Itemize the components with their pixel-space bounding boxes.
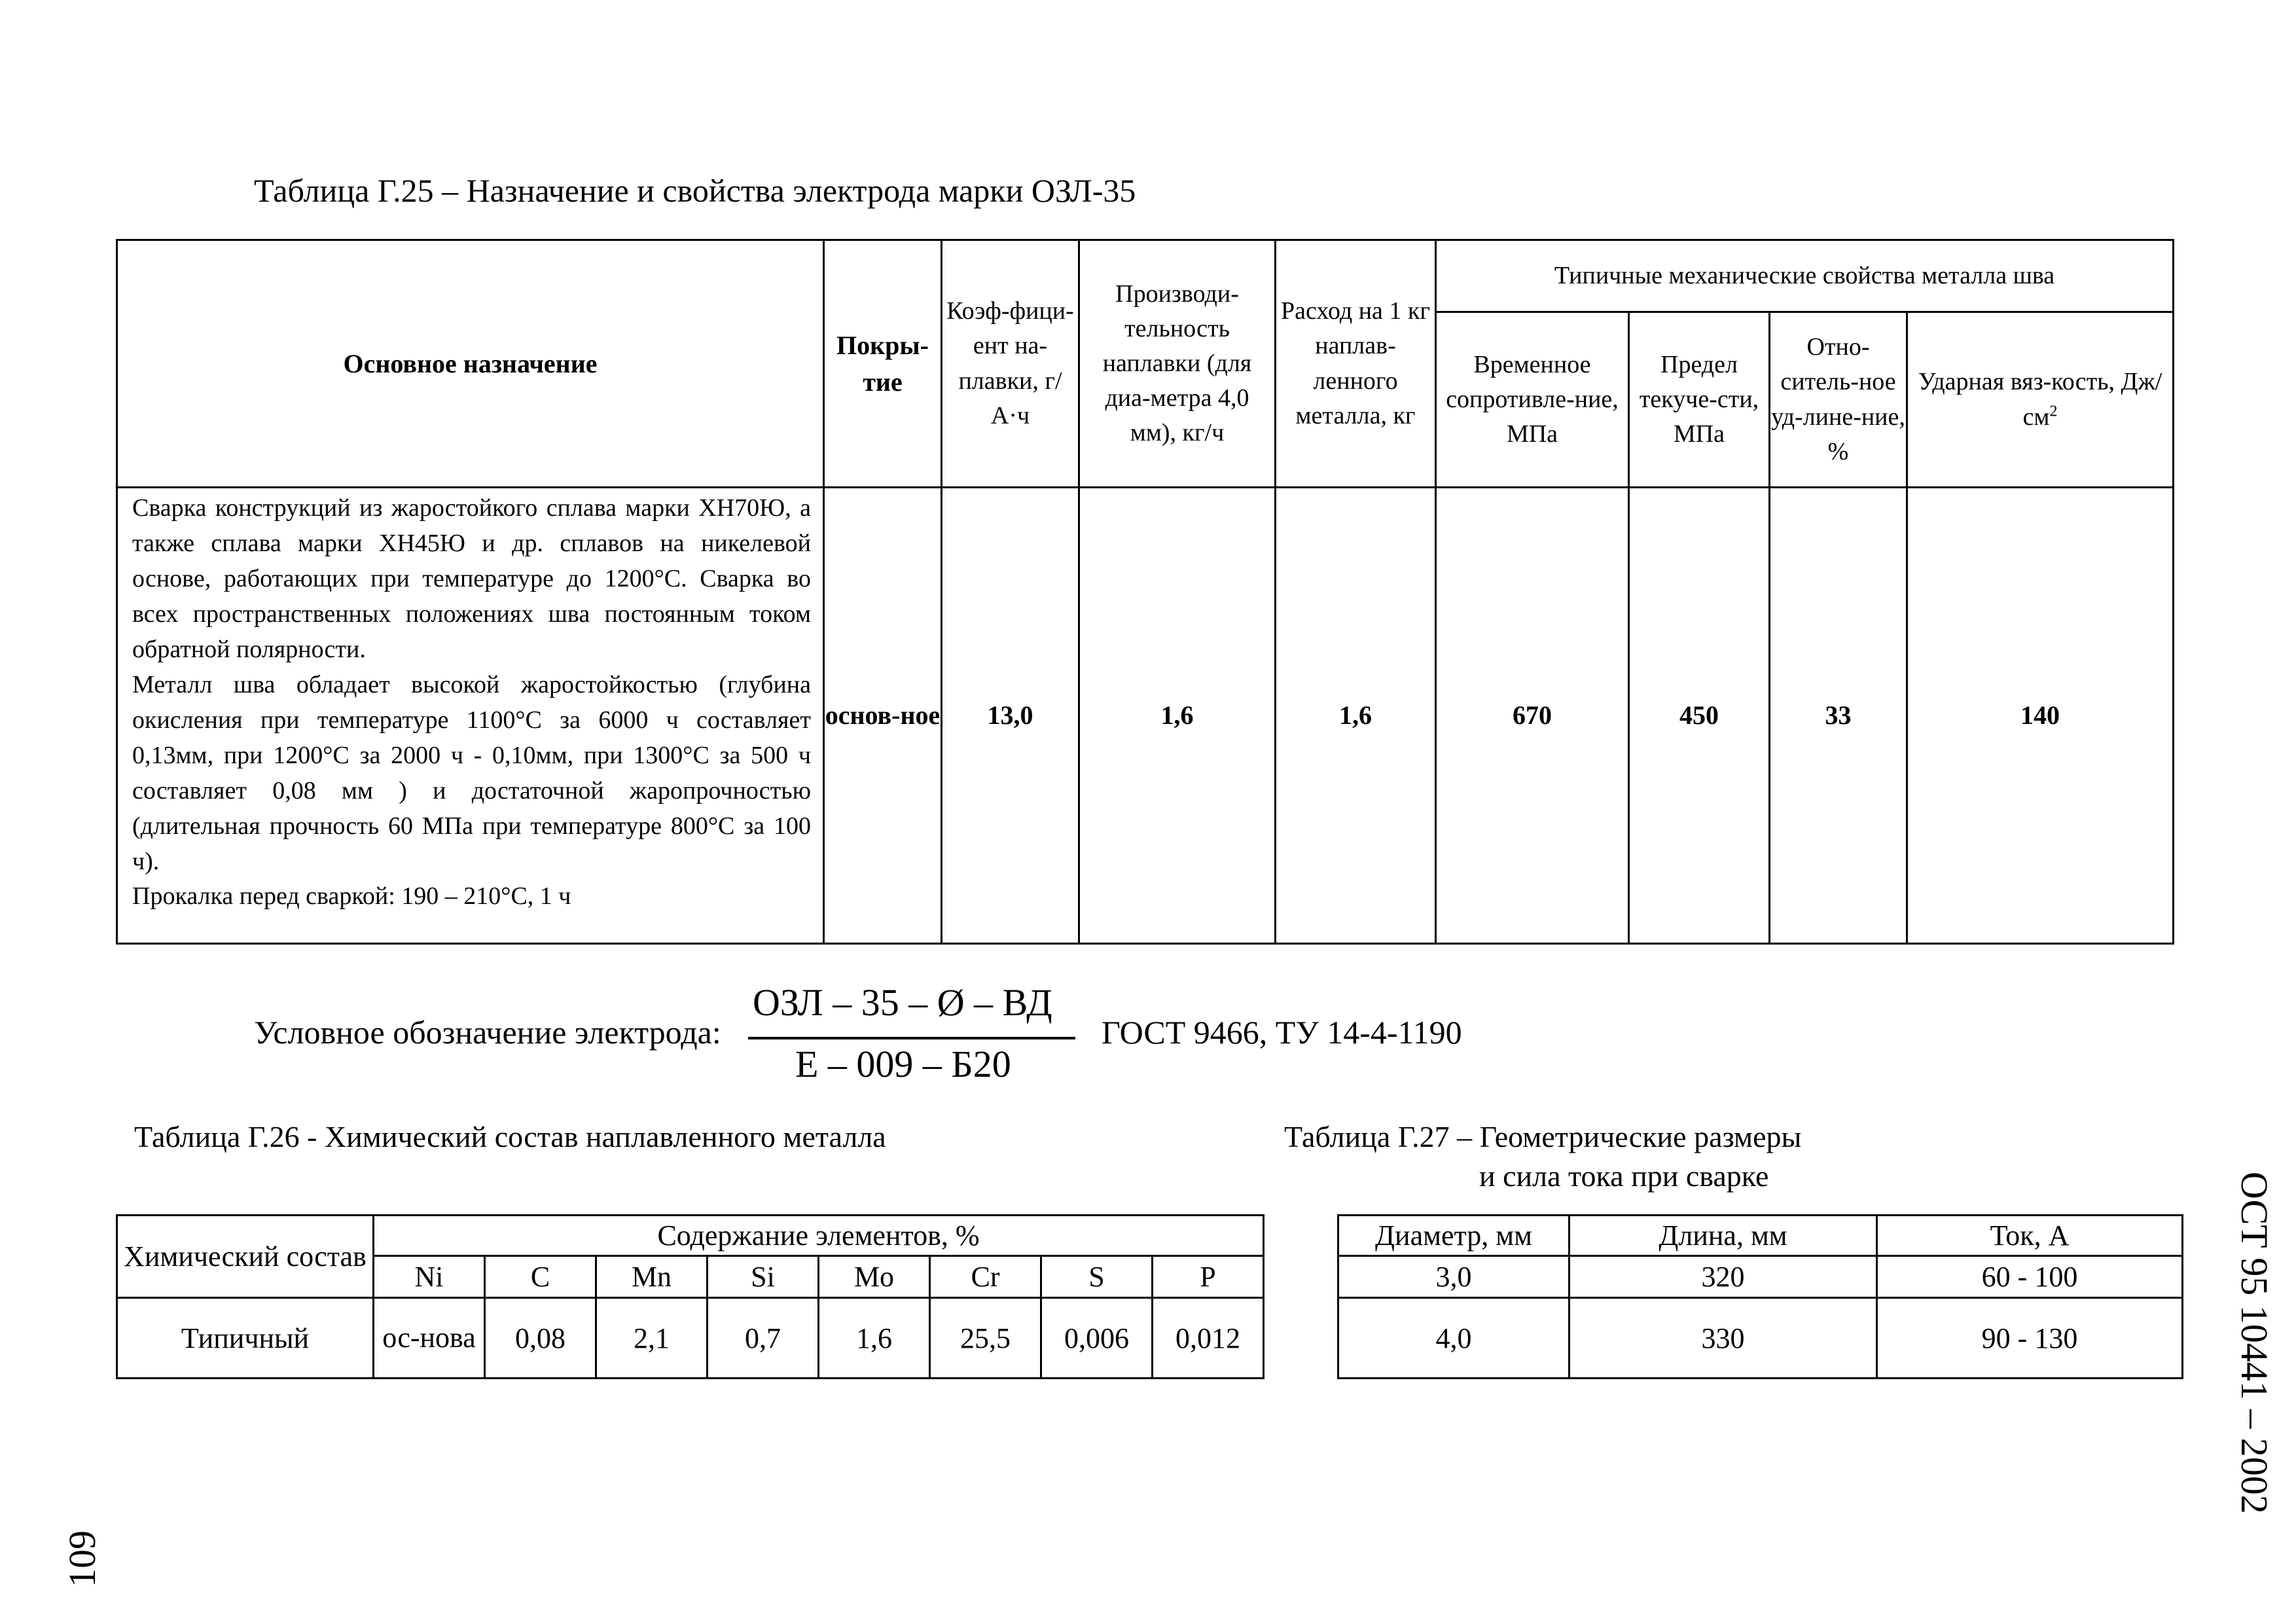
side-document-code: ОСТ 95 10441 – 2002 [2233,1172,2276,1514]
header-tensile: Временное сопротивле-ние, МПа [1436,312,1629,488]
t26-element-p: P [1153,1256,1264,1298]
t26-element-cr: Cr [930,1256,1041,1298]
t26-element-mo: Mo [819,1256,930,1298]
t26-value-cr: 25,5 [930,1298,1041,1379]
t27-r1-current: 60 - 100 [1877,1256,2183,1298]
t26-element-s: S [1041,1256,1153,1298]
header-mech-group: Типичные механические свойства металла шва [1436,240,2174,312]
header-elongation: Отно-ситель-ное уд-лине-ние, % [1770,312,1907,488]
purpose-paragraph-1: Сварка конструкций из жаростойкого сплава марки ХН70Ю, а также сплава марки ХН45Ю и др. сплавов на никелевой основе, работающих при температуре до 1200°С. Сварка во всех пространственных положениях шва постоянным током обратной полярности. [132,494,811,663]
table-row [1338,1298,2183,1379]
table27 [1337,1214,2183,1379]
value-elongation: 33 [1770,488,1907,944]
header-impact-sup: 2 [2049,402,2058,420]
table26 [116,1214,1265,1379]
t26-value-ni: ос-нова [374,1298,485,1379]
t26-element-c: C [485,1256,596,1298]
purpose-description [117,488,824,944]
designation-numerator: ОЗЛ – 35 – Ø – ВД [753,981,1052,1024]
table-row [1338,1256,2183,1298]
table27-caption-line2: и сила тока при сварке [1479,1159,1769,1193]
t26-value-s: 0,006 [1041,1298,1153,1379]
value-consumption: 1,6 [1276,488,1436,944]
header-impact [1907,312,2174,488]
t26-header-group: Содержание элементов, % [374,1216,1264,1256]
t27-header-diameter: Диаметр, мм [1338,1216,1570,1256]
page-number: 109 [61,1530,103,1587]
header-coefficient: Коэф-фици-ент на-плавки, г/А·ч [942,240,1079,488]
t26-value-mn: 2,1 [596,1298,708,1379]
header-impact-text: Ударная вяз-кость, Дж/см [1918,368,2162,431]
header-consumption: Расход на 1 кг наплав-ленного металла, кг [1276,240,1436,488]
designation-fraction-line [748,1037,1075,1039]
t27-r1-diameter: 3,0 [1338,1256,1570,1298]
t27-header-length: Длина, мм [1570,1216,1877,1256]
designation-standard: ГОСТ 9466, ТУ 14-4-1190 [1102,1014,1462,1051]
t26-element-mn: Mn [596,1256,708,1298]
t26-row-label: Типичный [117,1298,374,1379]
t27-r1-length: 320 [1570,1256,1877,1298]
designation-label: Условное обозначение электрода: [254,1014,721,1051]
header-yield: Предел текуче-сти, МПа [1629,312,1770,488]
t26-element-si: Si [708,1256,819,1298]
value-yield: 450 [1629,488,1770,944]
t26-header-composition: Химический состав [117,1216,374,1298]
header-purpose: Основное назначение [117,240,824,488]
value-coefficient: 13,0 [942,488,1079,944]
t27-r2-current: 90 - 130 [1877,1298,2183,1379]
table26-caption: Таблица Г.26 - Химический состав наплавленного металла [134,1120,886,1153]
purpose-paragraph-2: Металл шва обладает высокой жаростойкостью (глубина окисления при температуре 1100°С за 6000 ч составляет 0,13мм, при 1200°С за 2000 ч - 0,10мм, при 1300°С за 500 ч составляет 0,08 мм ) и достаточной жаропрочностью (длительная прочность 60 МПа при температуре 800°С за 100 ч). [132,670,811,875]
t26-element-ni: Ni [374,1256,485,1298]
t26-value-p: 0,012 [1153,1298,1264,1379]
header-productivity: Производи-тельность наплавки (для диа-метра 4,0 мм), кг/ч [1079,240,1276,488]
t27-header-current: Ток, А [1877,1216,2183,1256]
t27-r2-length: 330 [1570,1298,1877,1379]
t26-value-mo: 1,6 [819,1298,930,1379]
designation-denominator: Е – 009 – Б20 [795,1043,1011,1085]
value-productivity: 1,6 [1079,488,1276,944]
purpose-paragraph-3: Прокалка перед сваркой: 190 – 210°С, 1 ч [132,882,571,911]
t26-value-si: 0,7 [708,1298,819,1379]
table25 [116,239,2174,945]
header-coating: Покры-тие [824,240,942,488]
value-tensile: 670 [1436,488,1629,944]
t27-r2-diameter: 4,0 [1338,1298,1570,1379]
table27-caption-line1: Таблица Г.27 – Геометрические размеры [1284,1120,1802,1153]
table25-caption: Таблица Г.25 – Назначение и свойства электрода марки ОЗЛ-35 [254,172,1136,209]
value-coating: основ-ное [824,488,942,944]
t26-value-c: 0,08 [485,1298,596,1379]
value-impact: 140 [1907,488,2174,944]
